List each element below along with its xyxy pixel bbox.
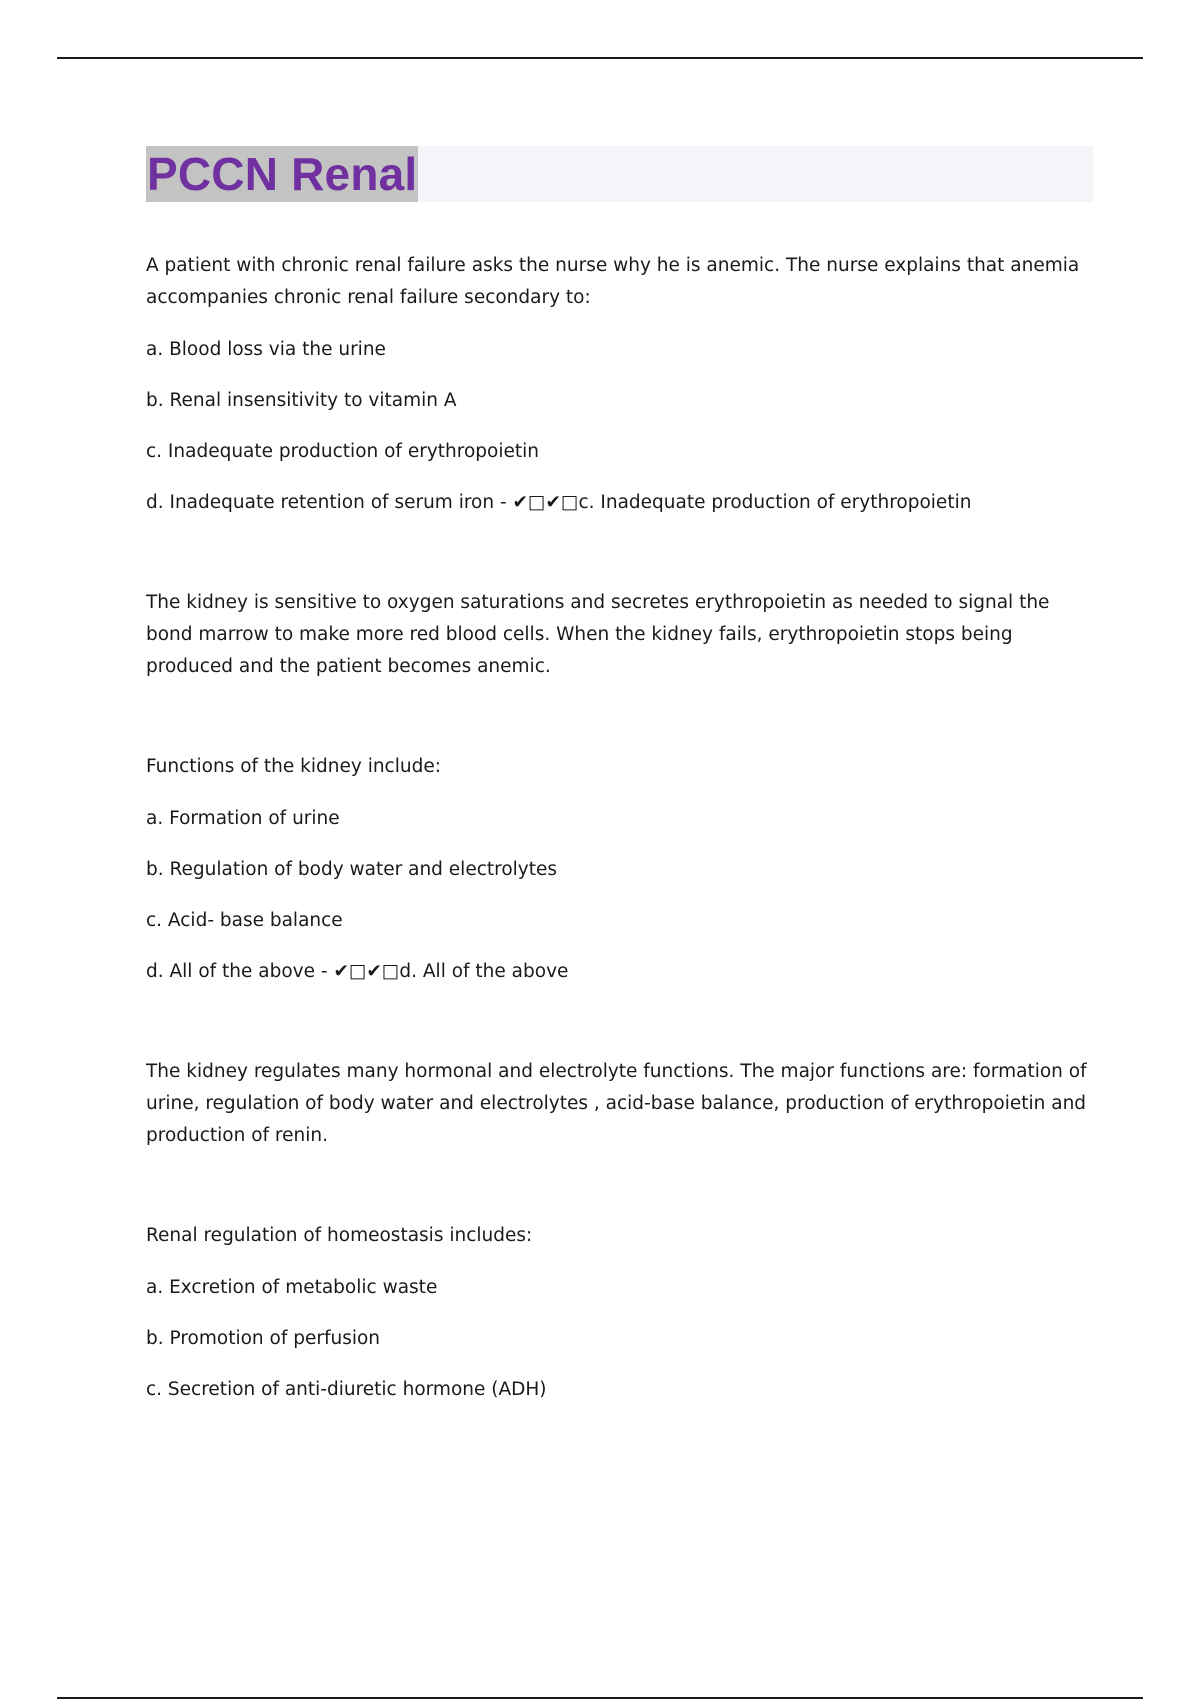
question-block-1: [146, 250, 1096, 683]
explanation-text: The kidney regulates many hormonal and electrolyte functions. The major functions are: formation of urine, regulation of body water and electrolytes , acid-base balance, production of erythropoietin and production of renin.: [146, 1061, 1087, 1146]
answer-option: b. Promotion of perfusion: [146, 1328, 381, 1349]
answer-option: b. Regulation of body water and electrolytes: [146, 859, 558, 880]
answer-option: a. Blood loss via the urine: [146, 339, 386, 360]
header-rule: [57, 57, 1143, 59]
footer-rule: [57, 1697, 1143, 1699]
question-text: Renal regulation of homeostasis includes:: [146, 1225, 533, 1246]
question-block-2: [146, 751, 1096, 1152]
answer-option: a. Excretion of metabolic waste: [146, 1277, 438, 1298]
answer-option: a. Formation of urine: [146, 808, 340, 829]
answer-option: c. Acid- base balance: [146, 910, 343, 931]
question-text: A patient with chronic renal failure asks the nurse why he is anemic. The nurse explains that anemia accompanies chronic renal failure secondary to:: [146, 255, 1080, 308]
page-title: PCCN Renal: [147, 148, 418, 200]
answer-option-with-answer: d. Inadequate retention of serum iron - ✔□✔□c. Inadequate production of erythropoietin: [146, 492, 972, 513]
answer-option: c. Secretion of anti-diuretic hormone (ADH): [146, 1379, 547, 1400]
document-body: [146, 250, 1096, 1425]
answer-option: c. Inadequate production of erythropoietin: [146, 441, 539, 462]
question-block-3: [146, 1220, 1096, 1406]
explanation-text: The kidney is sensitive to oxygen saturations and secretes erythropoietin as needed to signal the bond marrow to make more red blood cells. When the kidney fails, erythropoietin stops being produced and the patient becomes anemic.: [146, 592, 1050, 677]
question-text: Functions of the kidney include:: [146, 756, 441, 777]
answer-option: b. Renal insensitivity to vitamin A: [146, 390, 457, 411]
answer-option-with-answer: d. All of the above - ✔□✔□d. All of the above: [146, 961, 569, 982]
